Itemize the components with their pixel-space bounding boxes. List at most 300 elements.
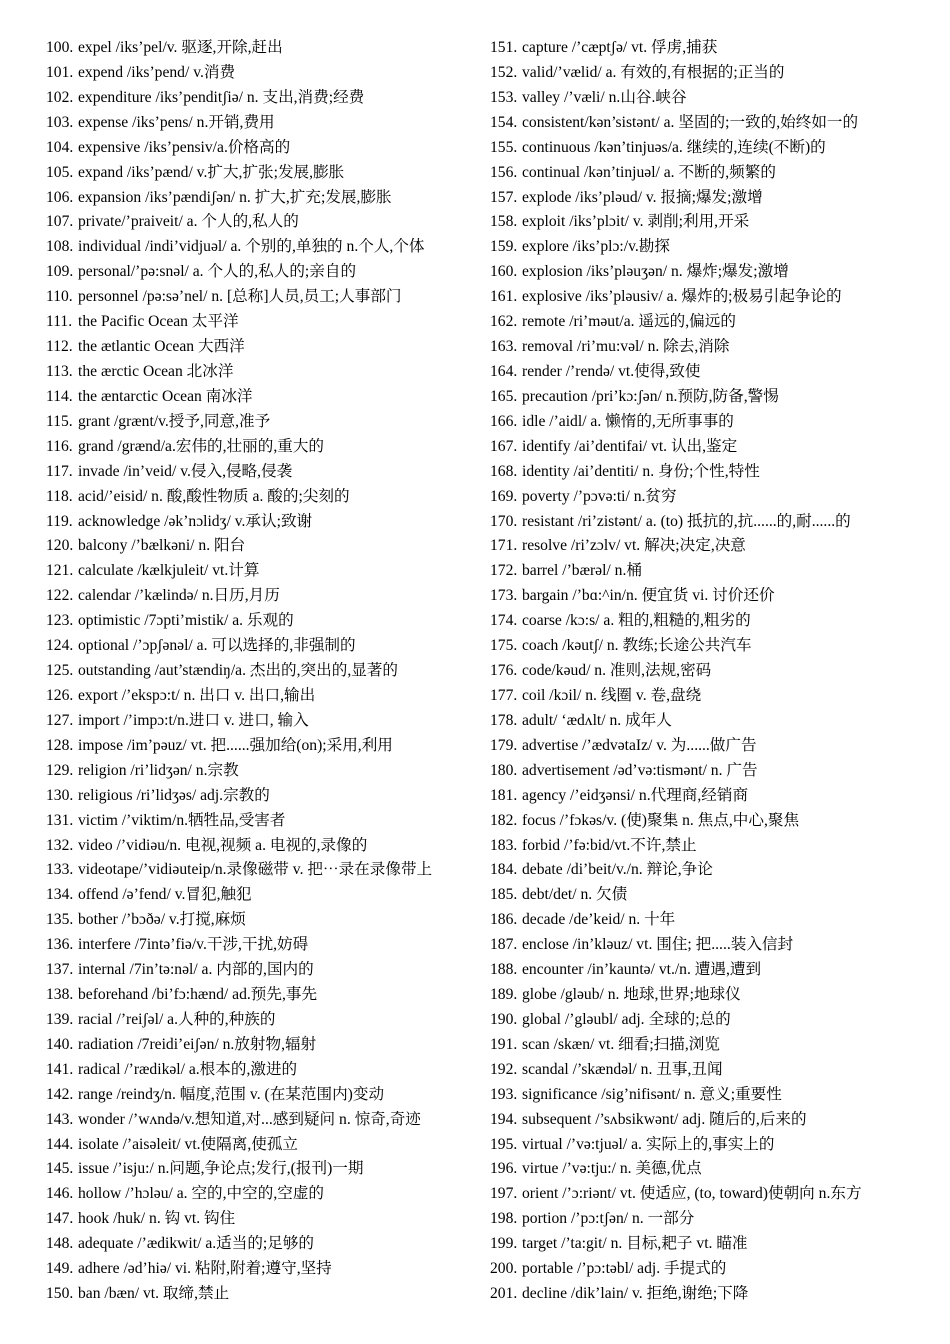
entry-text: scan /skæn/ vt. 细看;扫描,浏览 — [522, 1035, 720, 1053]
entry-text: code/kəud/ n. 准则,法规,密码 — [522, 662, 712, 680]
entry-text: issue /’isju:/ n.问题,争论点;发行,(报刊)一期 — [78, 1160, 364, 1178]
entry-text: interfere /7intə’fiə/v.干涉,干扰,妨碍 — [78, 936, 309, 954]
vocabulary-entry — [490, 634, 930, 659]
entry-number: 158. — [490, 213, 518, 231]
entry-number: 161. — [490, 288, 518, 306]
vocabulary-entry — [490, 659, 930, 684]
vocabulary-entry — [490, 161, 930, 186]
entry-text: expense /iks’pens/ n.开销,费用 — [78, 113, 275, 131]
entry-text: explosive /iks’pləusiv/ a. 爆炸的;极易引起争论的 — [522, 288, 842, 306]
entry-number: 103. — [46, 113, 74, 131]
entry-number: 166. — [490, 412, 518, 430]
entry-text: optional /’ɔpʃənəl/ a. 可以选择的,非强制的 — [78, 637, 356, 655]
entry-text: ban /bæn/ vt. 取缔,禁止 — [78, 1285, 230, 1303]
vocabulary-entry — [490, 285, 930, 310]
entry-text: debt/det/ n. 欠债 — [522, 886, 628, 904]
entry-number: 122. — [46, 587, 74, 605]
entry-number: 199. — [490, 1235, 518, 1253]
vocabulary-entry — [490, 310, 930, 335]
vocabulary-entry — [490, 385, 930, 410]
entry-text: radiation /7reidi’eiʃən/ n.放射物,辐射 — [78, 1035, 317, 1053]
vocabulary-entry — [46, 510, 476, 535]
entry-number: 148. — [46, 1235, 74, 1253]
entry-text: global /’gləubl/ adj. 全球的;总的 — [522, 1010, 731, 1028]
vocabulary-entry — [46, 111, 476, 136]
entry-text: the Pacific Ocean 太平洋 — [78, 313, 239, 331]
vocabulary-entry — [490, 61, 930, 86]
vocabulary-entry — [490, 709, 930, 734]
entry-number: 146. — [46, 1185, 74, 1203]
entry-text: calculate /kælkjuleit/ vt.计算 — [78, 562, 260, 580]
vocabulary-entry — [490, 609, 930, 634]
entry-number: 130. — [46, 786, 74, 804]
entry-text: decade /de’keid/ n. 十年 — [522, 911, 676, 929]
entry-number: 198. — [490, 1210, 518, 1228]
vocabulary-entry — [46, 858, 476, 883]
vocabulary-entry — [46, 435, 476, 460]
entry-text: radical /’rædikəl/ a.根本的,激进的 — [78, 1060, 298, 1078]
entry-number: 200. — [490, 1260, 518, 1278]
vocabulary-entry — [46, 933, 476, 958]
vocabulary-entry — [490, 1257, 930, 1282]
entry-text: optimistic /7ɔpti’mistik/ a. 乐观的 — [78, 612, 294, 630]
vocabulary-entry — [46, 559, 476, 584]
vocabulary-entry — [46, 1083, 476, 1108]
vocabulary-entry — [46, 1133, 476, 1158]
entry-text: valid/’vælid/ a. 有效的,有根据的;正当的 — [522, 63, 785, 81]
vocabulary-entry — [46, 310, 476, 335]
vocabulary-entry — [46, 1033, 476, 1058]
vocabulary-entry — [46, 186, 476, 211]
entry-text: portion /’pɔ:tʃən/ n. 一部分 — [522, 1210, 695, 1228]
vocabulary-entry — [490, 933, 930, 958]
entry-number: 135. — [46, 911, 74, 929]
entry-number: 160. — [490, 263, 518, 281]
entry-number: 129. — [46, 761, 74, 779]
entry-text: grant /grænt/v.授予,同意,准予 — [78, 412, 271, 430]
vocabulary-entry — [490, 584, 930, 609]
entry-text: barrel /’bærəl/ n.桶 — [522, 562, 642, 580]
vocabulary-entry — [46, 659, 476, 684]
vocabulary-entry — [490, 908, 930, 933]
vocabulary-entry — [46, 534, 476, 559]
entry-number: 155. — [490, 138, 518, 156]
entry-number: 177. — [490, 686, 518, 704]
entry-number: 147. — [46, 1210, 74, 1228]
vocabulary-entry — [490, 734, 930, 759]
entry-text: expel /iks’pel/v. 驱逐,开除,赶出 — [78, 39, 283, 56]
entry-text: removal /ri’mu:vəl/ n. 除去,消除 — [522, 338, 730, 356]
entry-text: virtual /’və:tjuəl/ a. 实际上的,事实上的 — [522, 1135, 775, 1153]
vocabulary-entry — [490, 435, 930, 460]
entry-number: 141. — [46, 1060, 74, 1078]
entry-number: 171. — [490, 537, 518, 555]
vocabulary-entry — [46, 210, 476, 235]
vocabulary-entry — [46, 983, 476, 1008]
entry-text: isolate /’aisəleit/ vt.使隔离,使孤立 — [78, 1135, 299, 1153]
vocabulary-entry — [46, 634, 476, 659]
entry-number: 128. — [46, 736, 74, 754]
entry-text: calendar /’kælində/ n.日历,月历 — [78, 587, 280, 605]
entry-number: 183. — [490, 836, 518, 854]
vocabulary-entry — [490, 235, 930, 260]
entry-number: 112. — [46, 338, 73, 356]
entry-text: exploit /iks’plɔit/ v. 剥削;利用,开采 — [522, 213, 750, 231]
entry-text: expend /iks’pend/ v.消费 — [78, 63, 236, 81]
entry-number: 164. — [490, 362, 518, 380]
vocabulary-entry — [46, 1282, 476, 1307]
entry-number: 194. — [490, 1110, 518, 1128]
entry-number: 156. — [490, 163, 518, 181]
entry-text: religious /ri’lidʒəs/ adj.宗教的 — [78, 786, 270, 804]
entry-number: 131. — [46, 811, 74, 829]
entry-text: identify /ai’dentifai/ vt. 认出,鉴定 — [522, 437, 738, 455]
vocabulary-entry — [46, 834, 476, 859]
vocabulary-entry — [46, 1008, 476, 1033]
entry-text: balcony /’bælkəni/ n. 阳台 — [78, 537, 246, 555]
entry-number: 106. — [46, 188, 74, 206]
entry-text: subsequent /’sʌbsikwənt/ adj. 随后的,后来的 — [522, 1110, 807, 1128]
entry-text: focus /’fɔkəs/v. (使)聚集 n. 焦点,中心,聚焦 — [522, 811, 800, 829]
entry-text: personal/’pə:snəl/ a. 个人的,私人的;亲自的 — [78, 263, 357, 281]
vocabulary-entry — [490, 1133, 930, 1158]
vocabulary-entry — [490, 86, 930, 111]
entry-number: 189. — [490, 986, 518, 1004]
entry-number: 136. — [46, 936, 74, 954]
entry-text: the æntarctic Ocean 南冰洋 — [78, 387, 253, 405]
vocabulary-entry — [46, 759, 476, 784]
vocabulary-entry — [490, 809, 930, 834]
entry-number: 114. — [46, 387, 73, 405]
vocabulary-entry — [490, 360, 930, 385]
vocabulary-entry — [46, 908, 476, 933]
vocabulary-entry — [46, 1257, 476, 1282]
entry-text: personnel /pə:sə’nel/ n. [总称]人员,员工;人事部门 — [78, 288, 402, 306]
entry-number: 154. — [490, 113, 518, 131]
vocabulary-entry — [490, 36, 930, 61]
entry-number: 197. — [490, 1185, 518, 1203]
entry-text: adult/ ‘ædʌlt/ n. 成年人 — [522, 711, 672, 729]
entry-text: adhere /əd’hiə/ vi. 粘附,附着;遵守,坚持 — [78, 1260, 332, 1278]
entry-number: 116. — [46, 437, 73, 455]
entry-number: 137. — [46, 961, 74, 979]
vocabulary-entry — [490, 534, 930, 559]
entry-number: 179. — [490, 736, 518, 754]
entry-number: 152. — [490, 63, 518, 81]
entry-number: 182. — [490, 811, 518, 829]
entry-number: 121. — [46, 562, 74, 580]
entry-text: internal /7in’tə:nəl/ a. 内部的,国内的 — [78, 961, 314, 979]
entry-number: 101. — [46, 63, 74, 81]
entry-text: coach /kəutʃ/ n. 教练;长途公共汽车 — [522, 637, 752, 655]
entry-text: resolve /ri’zɔlv/ vt. 解决;决定,决意 — [522, 537, 746, 555]
entry-text: offend /ə’fend/ v.冒犯,触犯 — [78, 886, 252, 904]
entry-number: 108. — [46, 238, 74, 256]
entry-text: victim /’viktim/n.牺牲品,受害者 — [78, 811, 286, 829]
entry-number: 132. — [46, 836, 74, 854]
entry-text: remote /ri’məut/a. 遥远的,偏远的 — [522, 313, 736, 331]
vocabulary-entry — [490, 136, 930, 161]
entry-number: 105. — [46, 163, 74, 181]
entry-number: 176. — [490, 662, 518, 680]
entry-number: 133. — [46, 861, 74, 879]
entry-number: 113. — [46, 362, 73, 380]
vocabulary-entry — [490, 485, 930, 510]
entry-number: 172. — [490, 562, 518, 580]
entry-number: 188. — [490, 961, 518, 979]
entry-number: 153. — [490, 88, 518, 106]
entry-number: 107. — [46, 213, 74, 231]
entry-text: scandal /’skændəl/ n. 丑事,丑闻 — [522, 1060, 723, 1078]
vocabulary-entry — [490, 260, 930, 285]
vocabulary-entry — [490, 883, 930, 908]
vocabulary-entry — [46, 1232, 476, 1257]
entry-number: 165. — [490, 387, 518, 405]
entry-number: 109. — [46, 263, 74, 281]
vocabulary-entry — [490, 1058, 930, 1083]
entry-text: acknowledge /ək’nɔlidʒ/ v.承认;致谢 — [78, 512, 313, 530]
entry-text: significance /sig’nifisənt/ n. 意义;重要性 — [522, 1085, 782, 1103]
entry-text: videotape/’vidiəuteip/n.录像磁带 v. 把⋯录在录像带上 — [78, 861, 433, 879]
entry-text: precaution /pri’kɔ:ʃən/ n.预防,防备,警惕 — [522, 387, 779, 405]
vocabulary-entry — [490, 335, 930, 360]
entry-number: 110. — [46, 288, 73, 306]
entry-text: capture /’cæptʃə/ vt. 俘虏,捕获 — [522, 39, 718, 56]
entry-text: explode /iks’pləud/ v. 报摘;爆发;激增 — [522, 188, 763, 206]
entry-text: resistant /ri’zistənt/ a. (to) 抵抗的,抗......的,耐......的 — [522, 512, 851, 530]
vocabulary-entry — [46, 1058, 476, 1083]
vocabulary-entry — [46, 410, 476, 435]
entry-text: idle /’aidl/ a. 懒惰的,无所事事的 — [522, 412, 734, 430]
entry-number: 126. — [46, 686, 74, 704]
entry-text: valley /’væli/ n.山谷.峡谷 — [522, 88, 687, 106]
entry-text: import /’impɔ:t/n.进口 v. 进口, 输入 — [78, 711, 309, 729]
entry-number: 120. — [46, 537, 74, 555]
entry-text: expansion /iks’pændiʃən/ n. 扩大,扩充;发展,膨胀 — [78, 188, 392, 206]
vocabulary-entry — [490, 1157, 930, 1182]
entry-number: 118. — [46, 487, 73, 505]
entry-number: 157. — [490, 188, 518, 206]
entry-number: 175. — [490, 637, 518, 655]
entry-number: 142. — [46, 1085, 74, 1103]
entry-number: 104. — [46, 138, 74, 156]
vocabulary-entry — [490, 510, 930, 535]
vocabulary-entry — [490, 1083, 930, 1108]
entry-text: encounter /in’kauntə/ vt./n. 遭遇,遭到 — [522, 961, 762, 979]
entry-text: explore /iks’plɔ:/v.勘探 — [522, 238, 670, 256]
entry-text: explosion /iks’pləuʒən/ n. 爆炸;爆发;激增 — [522, 263, 789, 281]
entry-number: 145. — [46, 1160, 74, 1178]
entry-number: 149. — [46, 1260, 74, 1278]
entry-text: continuous /kən’tinjuəs/a. 继续的,连续(不断)的 — [522, 138, 826, 156]
entry-text: the ærctic Ocean 北冰洋 — [78, 362, 234, 380]
vocabulary-entry — [490, 1282, 930, 1307]
vocabulary-entry — [490, 834, 930, 859]
entry-text: identity /ai’dentiti/ n. 身份;个性,特性 — [522, 462, 760, 480]
entry-number: 185. — [490, 886, 518, 904]
entry-text: consistent/kən’sistənt/ a. 坚固的;一致的,始终如一的 — [522, 113, 859, 131]
entry-number: 117. — [46, 462, 73, 480]
vocabulary-entry — [490, 858, 930, 883]
entry-number: 151. — [490, 39, 518, 56]
vocabulary-entry — [490, 1008, 930, 1033]
vocabulary-entry — [46, 285, 476, 310]
entry-text: impose /im’pəuz/ vt. 把......强加给(on);采用,利用 — [78, 736, 393, 754]
vocabulary-entry — [490, 1033, 930, 1058]
vocabulary-entry — [46, 734, 476, 759]
entry-number: 123. — [46, 612, 74, 630]
entry-number: 143. — [46, 1110, 74, 1128]
entry-text: racial /’reiʃəl/ a.人种的,种族的 — [78, 1010, 276, 1028]
vocabulary-entry — [46, 86, 476, 111]
vocabulary-entry — [490, 1182, 930, 1207]
entry-number: 174. — [490, 612, 518, 630]
entry-number: 187. — [490, 936, 518, 954]
vocabulary-entry — [490, 958, 930, 983]
vocabulary-entry — [46, 235, 476, 260]
vocabulary-entry — [46, 385, 476, 410]
entry-number: 125. — [46, 662, 74, 680]
entry-number: 102. — [46, 88, 74, 106]
vocabulary-entry — [46, 958, 476, 983]
entry-text: grand /grænd/a.宏伟的,壮丽的,重大的 — [78, 437, 325, 455]
vocabulary-entry — [490, 1232, 930, 1257]
entry-text: private/’praiveit/ a. 个人的,私人的 — [78, 213, 299, 231]
entry-number: 193. — [490, 1085, 518, 1103]
entry-text: render /’rendə/ vt.使得,致使 — [522, 362, 701, 380]
entry-number: 195. — [490, 1135, 518, 1153]
entry-number: 163. — [490, 338, 518, 356]
entry-number: 150. — [46, 1285, 74, 1303]
vocabulary-entry — [490, 1108, 930, 1133]
vocabulary-entry — [490, 784, 930, 809]
entry-number: 159. — [490, 238, 518, 256]
vocabulary-entry — [46, 36, 476, 61]
entry-text: target /’ta:git/ n. 目标,耙子 vt. 瞄准 — [522, 1235, 748, 1253]
entry-text: individual /indi’vidjuəl/ a. 个别的,单独的 n.个人,个体 — [78, 238, 425, 256]
entry-text: expenditure /iks’penditʃiə/ n. 支出,消费;经费 — [78, 88, 365, 106]
vocabulary-entry — [46, 335, 476, 360]
vocabulary-entry — [46, 485, 476, 510]
entry-number: 124. — [46, 637, 74, 655]
entry-text: export /’ekspɔ:t/ n. 出口 v. 出口,输出 — [78, 686, 316, 704]
entry-number: 191. — [490, 1035, 518, 1053]
entry-text: poverty /’pɔvə:ti/ n.贫穷 — [522, 487, 677, 505]
entry-text: enclose /in’kləuz/ vt. 围住; 把.....装入信封 — [522, 936, 794, 954]
entry-text: forbid /’fə:bid/vt.不许,禁止 — [522, 836, 697, 854]
entry-text: advertisement /əd’və:tismənt/ n. 广告 — [522, 761, 758, 779]
entry-number: 201. — [490, 1285, 518, 1303]
entry-text: virtue /’və:tju:/ n. 美德,优点 — [522, 1160, 702, 1178]
entry-text: hook /huk/ n. 钩 vt. 钩住 — [78, 1210, 236, 1228]
entry-number: 169. — [490, 487, 518, 505]
vocabulary-entry — [46, 260, 476, 285]
entry-text: portable /’pɔ:təbl/ adj. 手提式的 — [522, 1260, 727, 1278]
entry-number: 139. — [46, 1010, 74, 1028]
vocabulary-entry — [46, 809, 476, 834]
entry-number: 140. — [46, 1035, 74, 1053]
entry-number: 134. — [46, 886, 74, 904]
entry-text: hollow /’hɔləu/ a. 空的,中空的,空虚的 — [78, 1185, 325, 1203]
vocabulary-entry — [46, 684, 476, 709]
entry-text: orient /’ɔ:riənt/ vt. 使适应, (to, toward)使朝向 n.东方 — [522, 1185, 862, 1203]
vocabulary-entry — [46, 1182, 476, 1207]
vocabulary-list-left — [46, 36, 476, 1307]
entry-text: outstanding /aut’stændiŋ/a. 杰出的,突出的,显著的 — [78, 662, 399, 680]
entry-number: 167. — [490, 437, 518, 455]
entry-number: 162. — [490, 313, 518, 331]
entry-text: decline /dik’lain/ v. 拒绝,谢绝;下降 — [522, 1285, 749, 1303]
entry-text: advertise /’ædvətaIz/ v. 为......做广告 — [522, 736, 757, 754]
entry-number: 181. — [490, 786, 518, 804]
entry-number: 178. — [490, 711, 518, 729]
entry-text: continual /kən’tinjuəl/ a. 不断的,频繁的 — [522, 163, 776, 181]
vocabulary-entry — [490, 410, 930, 435]
vocabulary-entry — [46, 136, 476, 161]
entry-number: 127. — [46, 711, 74, 729]
entry-text: range /reindʒ/n. 幅度,范围 v. (在某范围内)变动 — [78, 1085, 385, 1103]
vocabulary-entry — [46, 161, 476, 186]
vocabulary-entry — [490, 210, 930, 235]
entry-text: agency /’eidʒənsi/ n.代理商,经销商 — [522, 786, 749, 804]
vocabulary-entry — [490, 111, 930, 136]
entry-number: 186. — [490, 911, 518, 929]
entry-text: expensive /iks’pensiv/a.价格高的 — [78, 138, 291, 156]
entry-text: bother /’bɔðə/ v.打搅,麻烦 — [78, 911, 246, 929]
vocabulary-entry — [490, 983, 930, 1008]
entry-number: 184. — [490, 861, 518, 879]
entry-text: expand /iks’pænd/ v.扩大,扩张;发展,膨胀 — [78, 163, 345, 181]
entry-number: 168. — [490, 462, 518, 480]
entry-text: wonder /’wʌndə/v.想知道,对...感到疑问 n. 惊奇,奇迹 — [78, 1110, 421, 1128]
entry-text: coil /kɔil/ n. 线圈 v. 卷,盘绕 — [522, 686, 702, 704]
vocabulary-entry — [490, 186, 930, 211]
entry-text: debate /di’beit/v./n. 辩论,争论 — [522, 861, 713, 879]
entry-number: 111. — [46, 313, 73, 331]
vocabulary-entry — [46, 61, 476, 86]
entry-number: 115. — [46, 412, 73, 430]
vocabulary-entry — [490, 460, 930, 485]
entry-number: 119. — [46, 512, 73, 530]
entry-text: invade /in’veid/ v.侵入,侵略,侵袭 — [78, 462, 293, 480]
entry-text: video /’vidiəu/n. 电视,视频 a. 电视的,录像的 — [78, 836, 368, 854]
entry-number: 144. — [46, 1135, 74, 1153]
entry-number: 170. — [490, 512, 518, 530]
vocabulary-entry — [490, 559, 930, 584]
vocabulary-entry — [46, 883, 476, 908]
vocabulary-entry — [490, 759, 930, 784]
entry-number: 180. — [490, 761, 518, 779]
vocabulary-entry — [46, 460, 476, 485]
vocabulary-entry — [46, 1157, 476, 1182]
vocabulary-entry — [46, 709, 476, 734]
vocabulary-entry — [46, 784, 476, 809]
entry-number: 173. — [490, 587, 518, 605]
entry-text: bargain /’bɑ:^in/n. 便宜货 vi. 讨价还价 — [522, 587, 775, 605]
entry-text: adequate /’ædikwit/ a.适当的;足够的 — [78, 1235, 315, 1253]
vocabulary-entry — [490, 1207, 930, 1232]
entry-text: religion /ri’lidʒən/ n.宗教 — [78, 761, 239, 779]
vocabulary-entry — [46, 1108, 476, 1133]
entry-number: 192. — [490, 1060, 518, 1078]
entry-number: 190. — [490, 1010, 518, 1028]
entry-number: 196. — [490, 1160, 518, 1178]
entry-text: the ætlantic Ocean 大西洋 — [78, 338, 245, 356]
vocabulary-entry — [490, 684, 930, 709]
vocabulary-entry — [46, 584, 476, 609]
vocabulary-list-right — [490, 36, 930, 1307]
vocabulary-entry — [46, 1207, 476, 1232]
